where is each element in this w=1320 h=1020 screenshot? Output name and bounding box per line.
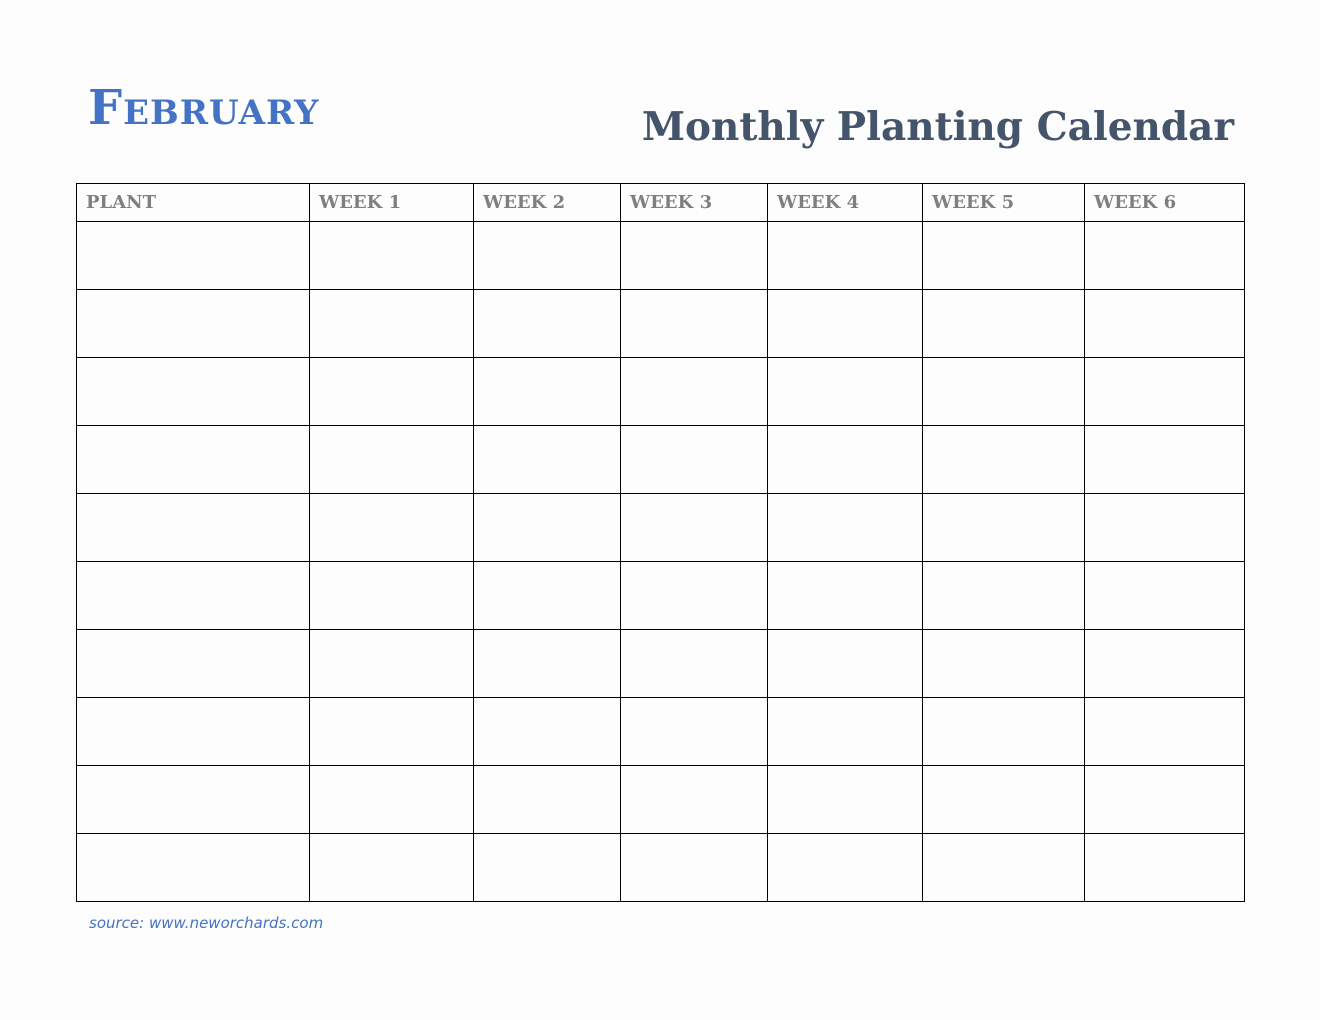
- week-cell[interactable]: [310, 222, 474, 290]
- planting-table: [76, 183, 1245, 902]
- week-cell[interactable]: [621, 766, 768, 834]
- week-cell[interactable]: [1085, 698, 1245, 766]
- week-cell[interactable]: [474, 426, 621, 494]
- table-row: [77, 562, 1245, 630]
- week-cell[interactable]: [923, 834, 1085, 902]
- week-cell[interactable]: [768, 630, 923, 698]
- column-header-plant: PLANT: [77, 184, 310, 222]
- week-cell[interactable]: [310, 562, 474, 630]
- week-cell[interactable]: [474, 290, 621, 358]
- table-row: [77, 290, 1245, 358]
- plant-cell[interactable]: [77, 290, 310, 358]
- week-cell[interactable]: [310, 494, 474, 562]
- week-cell[interactable]: [621, 358, 768, 426]
- week-cell[interactable]: [1085, 290, 1245, 358]
- column-header-week-6: WEEK 6: [1085, 184, 1245, 222]
- week-cell[interactable]: [923, 630, 1085, 698]
- table-row: [77, 222, 1245, 290]
- table-row: [77, 358, 1245, 426]
- week-cell[interactable]: [621, 290, 768, 358]
- table-row: [77, 630, 1245, 698]
- week-cell[interactable]: [923, 698, 1085, 766]
- week-cell[interactable]: [310, 426, 474, 494]
- week-cell[interactable]: [474, 766, 621, 834]
- week-cell[interactable]: [621, 426, 768, 494]
- table-row: [77, 494, 1245, 562]
- source-credit: source: www.neworchards.com: [89, 914, 324, 932]
- week-cell[interactable]: [621, 630, 768, 698]
- column-header-week-4: WEEK 4: [768, 184, 923, 222]
- week-cell[interactable]: [474, 834, 621, 902]
- week-cell[interactable]: [1085, 834, 1245, 902]
- plant-cell[interactable]: [77, 698, 310, 766]
- week-cell[interactable]: [768, 426, 923, 494]
- week-cell[interactable]: [768, 222, 923, 290]
- week-cell[interactable]: [768, 494, 923, 562]
- week-cell[interactable]: [923, 222, 1085, 290]
- calendar-title: Monthly Planting Calendar: [641, 104, 1234, 150]
- week-cell[interactable]: [1085, 562, 1245, 630]
- week-cell[interactable]: [923, 494, 1085, 562]
- week-cell[interactable]: [310, 766, 474, 834]
- week-cell[interactable]: [474, 630, 621, 698]
- week-cell[interactable]: [310, 358, 474, 426]
- week-cell[interactable]: [768, 766, 923, 834]
- week-cell[interactable]: [923, 290, 1085, 358]
- week-cell[interactable]: [923, 766, 1085, 834]
- week-cell[interactable]: [768, 358, 923, 426]
- week-cell[interactable]: [923, 426, 1085, 494]
- week-cell[interactable]: [474, 698, 621, 766]
- week-cell[interactable]: [1085, 222, 1245, 290]
- plant-cell[interactable]: [77, 358, 310, 426]
- table-body: [77, 222, 1245, 902]
- week-cell[interactable]: [621, 494, 768, 562]
- week-cell[interactable]: [474, 562, 621, 630]
- month-title: February: [88, 80, 320, 136]
- week-cell[interactable]: [310, 834, 474, 902]
- week-cell[interactable]: [1085, 766, 1245, 834]
- table-row: [77, 766, 1245, 834]
- week-cell[interactable]: [768, 698, 923, 766]
- week-cell[interactable]: [1085, 630, 1245, 698]
- plant-cell[interactable]: [77, 222, 310, 290]
- week-cell[interactable]: [768, 834, 923, 902]
- column-header-week-5: WEEK 5: [923, 184, 1085, 222]
- week-cell[interactable]: [310, 630, 474, 698]
- week-cell[interactable]: [923, 562, 1085, 630]
- column-header-week-3: WEEK 3: [621, 184, 768, 222]
- week-cell[interactable]: [621, 698, 768, 766]
- week-cell[interactable]: [310, 290, 474, 358]
- week-cell[interactable]: [768, 562, 923, 630]
- week-cell[interactable]: [1085, 358, 1245, 426]
- table-header-row: [77, 184, 1245, 222]
- table-row: [77, 426, 1245, 494]
- week-cell[interactable]: [474, 494, 621, 562]
- plant-cell[interactable]: [77, 426, 310, 494]
- plant-cell[interactable]: [77, 630, 310, 698]
- table-row: [77, 834, 1245, 902]
- plant-cell[interactable]: [77, 494, 310, 562]
- week-cell[interactable]: [1085, 494, 1245, 562]
- week-cell[interactable]: [621, 562, 768, 630]
- week-cell[interactable]: [1085, 426, 1245, 494]
- week-cell[interactable]: [474, 358, 621, 426]
- week-cell[interactable]: [310, 698, 474, 766]
- week-cell[interactable]: [768, 290, 923, 358]
- week-cell[interactable]: [621, 834, 768, 902]
- table-row: [77, 698, 1245, 766]
- plant-cell[interactable]: [77, 562, 310, 630]
- week-cell[interactable]: [474, 222, 621, 290]
- week-cell[interactable]: [621, 222, 768, 290]
- week-cell[interactable]: [923, 358, 1085, 426]
- column-header-week-1: WEEK 1: [310, 184, 474, 222]
- plant-cell[interactable]: [77, 834, 310, 902]
- plant-cell[interactable]: [77, 766, 310, 834]
- column-header-week-2: WEEK 2: [474, 184, 621, 222]
